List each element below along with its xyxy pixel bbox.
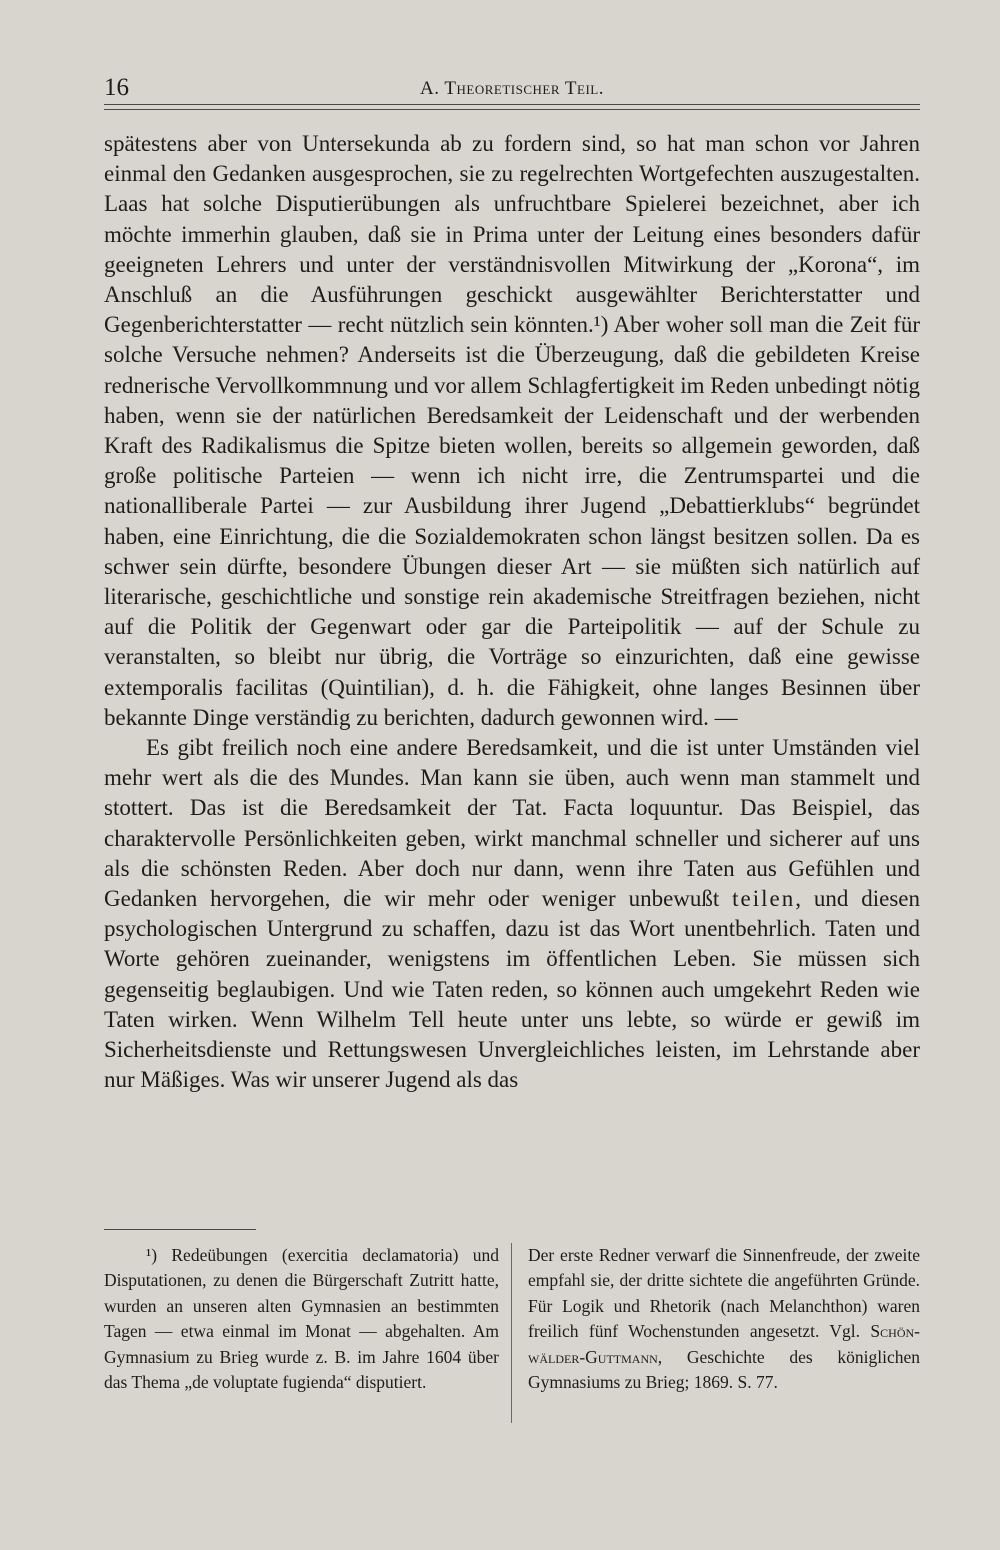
footnote-rule <box>104 1229 256 1230</box>
footnote-right-text-1: Der erste Redner verwarf die Sinnenfreude, der zweite empfahl sie, der dritte sichtete die angeführten Gründe. Für Logik und Rhetorik (nach Melanchthon) waren freilich fünf Wochenstunden angesetzt. Vgl. <box>528 1245 920 1342</box>
header-rule <box>104 104 920 110</box>
page-header <box>104 72 920 104</box>
running-head: A. Theoretischer Teil. <box>420 78 604 99</box>
footnote <box>104 1243 920 1423</box>
cited-author: Schönwälder-Guttmann <box>528 1321 920 1367</box>
paragraph-1: spätestens aber von Untersekunda ab zu fordern sind, so hat man schon vor Jahren einmal den Gedanken ausgesprochen, sie zu regelrechten Wortgefechten auszugestalten. Laas hat solche Disputierübungen als unfruchtbare Spielerei bezeichnet, aber ich möchte immerhin glauben, daß sie in Prima unter der Leitung eines besonders dafür geeigneten Lehrers und unter der verständnisvollen Mitwirkung der „Korona“, im Anschluß an die Ausführungen geschickt ausgewählter Berichterstatter und Gegenberichterstatter — recht nützlich sein könnten.¹) Aber woher soll man die Zeit für solche Versuche nehmen? Anderseits ist die Überzeugung, daß die gebildeten Kreise rednerische Vervollkommnung und vor allem Schlagfertigkeit im Reden unbedingt nötig haben, wenn sie der natürlichen Beredsamkeit der Leidenschaft und der werbenden Kraft des Radikalismus die Spitze bieten wollen, bereits so allgemein geworden, daß große politische Parteien — wenn ich nicht irre, die Zentrumspartei und die nationalliberale Partei — zur Ausbildung ihrer Jugend „Debattierklubs“ begründet haben, eine Einrichtung, die die Sozialdemokraten schon längst besitzen sollen. Da es schwer sein dürfte, besondere Übungen dieser Art — sie müßten sich natürlich auf literarische, geschichtliche und sonstige rein akademische Streitfragen beziehen, nicht auf die Politik der Gegenwart oder gar die Parteipolitik — auf der Schule zu veranstalten, so bleibt nur übrig, die Vorträge so einzurichten, daß eine gewisse extemporalis facilitas (Quintilian), d. h. die Fähigkeit, ohne langes Besinnen über bekannte Dinge verständig zu berichten, dadurch gewonnen wird. — <box>104 131 920 730</box>
footnote-left-text: Redeübungen (exercitia declamatoria) und Disputationen, zu denen die Bürgerschaft Zutritt hatte, wurden an unseren alten Gymnasien an bestimmten Tagen — etwa einmal im Monat — abgehalten. Am Gymnasium zu Brieg wurde z. B. im Jahre 1604 über das Thema „de voluptate fugienda“ disputiert. <box>104 1245 499 1393</box>
footnote-right-text-2: , Geschichte des königlichen Gymnasiums zu Brieg; 1869. S. 77. <box>528 1346 920 1393</box>
emphasized-word: teilen <box>732 886 796 912</box>
body-text <box>104 129 920 1096</box>
paragraph-2-part-1: Es gibt freilich noch eine andere Beredsamkeit, und die ist unter Umständen viel mehr wert als die des Mundes. Man kann sie üben, auch wenn man stammelt und stottert. Das ist die Beredsamkeit der Tat. Facta loquuntur. Das Beispiel, das charaktervolle Persönlichkeiten geben, wirkt manchmal schneller und sicherer auf uns als die schönsten Reden. Aber doch nur dann, wenn ihre Taten aus Gefühlen und Gedanken hervorgehen, die wir mehr oder weniger unbewußt <box>104 735 920 912</box>
footnote-left-column <box>104 1243 512 1423</box>
page-number: 16 <box>104 74 129 101</box>
footnote-right-column <box>512 1243 920 1423</box>
footnote-marker: ¹) <box>146 1245 158 1265</box>
paragraph-2-part-2: , und diesen psychologischen Untergrund zu schaffen, dazu ist das Wort unentbehrlich. Taten und Worte gehören zueinander, wenigstens im öffentlichen Leben. Sie müssen sich gegenseitig beglaubigen. Und wie Taten reden, so können auch umgekehrt Reden wie Taten wirken. Wenn Wilhelm Tell heute unter uns lebte, so würde er gewiß im Sicherheitsdienste und Rettungswesen Unvergleichliches leisten, im Lehrstande aber nur Mäßiges. Was wir unserer Jugend als das <box>104 886 920 1093</box>
paragraph-2 <box>104 733 920 1095</box>
